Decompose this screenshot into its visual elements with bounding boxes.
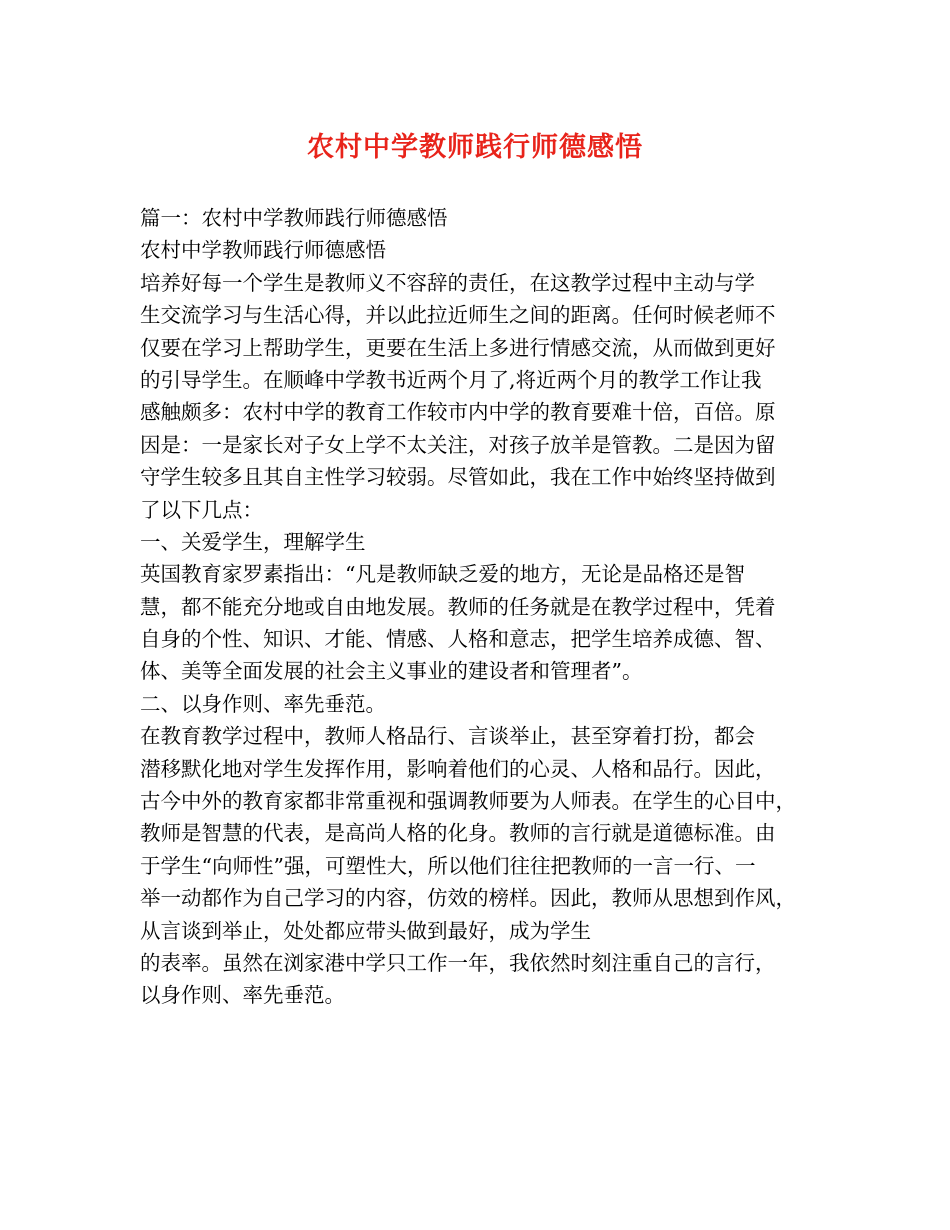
text-line: 的引导学生。在顺峰中学教书近两个月了,将近两个月的教学工作让我 <box>140 367 762 392</box>
text-line: 农村中学教师践行师德感悟 <box>140 238 386 263</box>
text-line: 守学生较多且其自主性学习较弱。尽管如此，我在工作中始终坚持做到 <box>140 465 776 490</box>
text-line: 从言谈到举止，处处都应带头做到最好，成为学生 <box>140 918 591 943</box>
text-line: 因是：一是家长对子女上学不太关注，对孩子放羊是管教。二是因为留 <box>140 432 776 457</box>
text-line: 于学生“向师性”强，可塑性大，所以他们往往把教师的一言一行、一 <box>140 853 756 878</box>
text-line: 生交流学习与生活心得，并以此拉近师生之间的距离。任何时候老师不 <box>140 303 776 328</box>
text-line: 体、美等全面发展的社会主义事业的建设者和管理者”。 <box>140 659 643 684</box>
text-line: 以身作则、率先垂范。 <box>140 983 345 1008</box>
text-line: 英国教育家罗素指出：“凡是教师缺乏爱的地方，无论是品格还是智 <box>140 562 745 587</box>
text-line: 仅要在学习上帮助学生，更要在生活上多进行情感交流，从而做到更好 <box>140 335 776 360</box>
document-title: 农村中学教师践行师德感悟 <box>307 132 643 163</box>
text-line: 一、关爱学生，理解学生 <box>140 529 366 554</box>
text-line: 培养好每一个学生是教师义不容辞的责任，在这教学过程中主动与学 <box>140 270 755 295</box>
text-line: 古今中外的教育家都非常重视和强调教师要为人师表。在学生的心目中， <box>140 789 796 814</box>
text-line: 的表率。虽然在浏家港中学只工作一年，我依然时刻注重自己的言行， <box>140 950 776 975</box>
text-line: 教师是智慧的代表，是高尚人格的化身。教师的言行就是道德标准。由 <box>140 821 776 846</box>
text-line: 二、以身作则、率先垂范。 <box>140 691 386 716</box>
text-line: 感触颇多：农村中学的教育工作较市内中学的教育要难十倍，百倍。原 <box>140 400 776 425</box>
text-line: 潜移默化地对学生发挥作用，影响着他们的心灵、人格和品行。因此， <box>140 756 776 781</box>
text-line: 举一动都作为自己学习的内容，仿效的榜样。因此，教师从思想到作风， <box>140 886 796 911</box>
text-line: 了以下几点： <box>140 497 263 522</box>
text-line: 篇一：农村中学教师践行师德感悟 <box>140 206 448 230</box>
text-line: 在教育教学过程中，教师人格品行、言谈举止，甚至穿着打扮，都会 <box>140 724 755 749</box>
text-line: 慧，都不能充分地或自由地发展。教师的任务就是在教学过程中，凭着 <box>140 594 776 619</box>
document-body <box>140 202 830 1012</box>
text-line: 自身的个性、知识、才能、情感、人格和意志，把学生培养成德、智、 <box>140 627 776 652</box>
